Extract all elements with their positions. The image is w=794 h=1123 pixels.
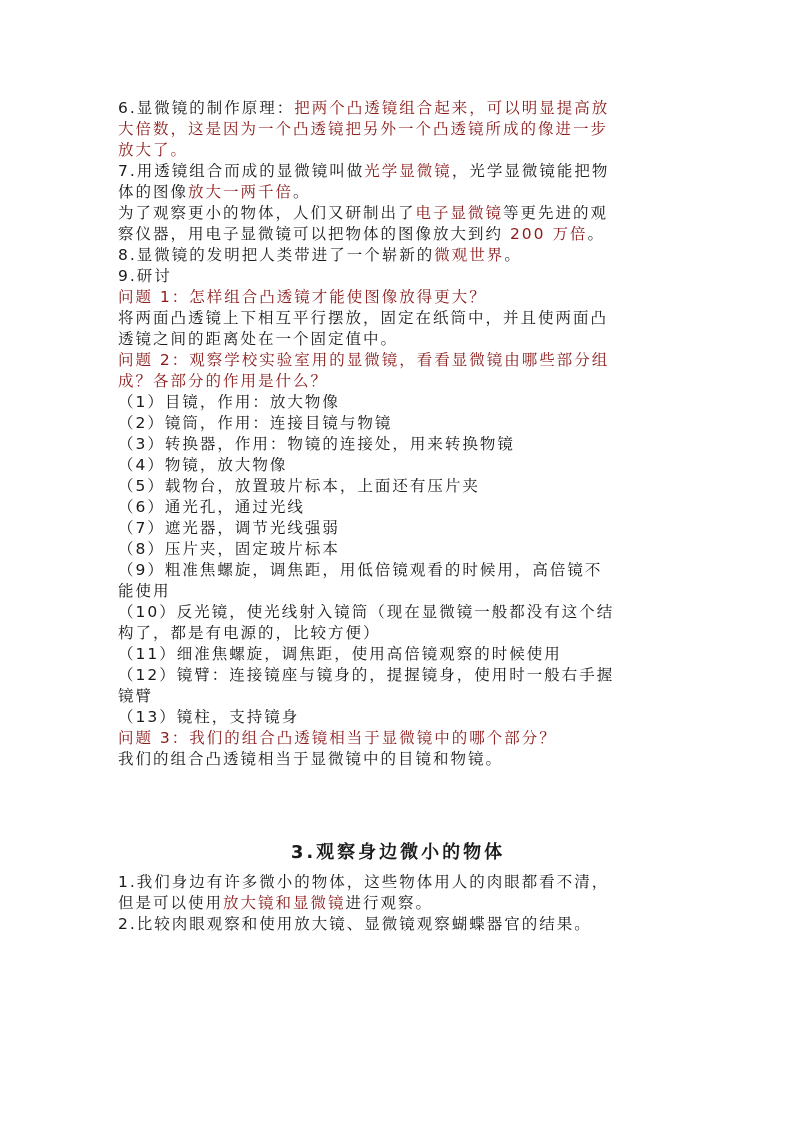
section-title: 3.观察身边微小的物体 — [290, 842, 506, 863]
text-span: （11）细准焦螺旋，调焦距，使用高倍镜观察的时候使用 — [118, 645, 562, 663]
text-line — [118, 749, 678, 770]
text-line — [118, 686, 678, 707]
text-line — [118, 893, 678, 914]
text-span: 将两面凸透镜上下相互平行摆放，固定在纸筒中，并且使两面凸 — [118, 309, 609, 327]
text-span: （5）载物台，放置玻片标本，上面还有压片夹 — [118, 477, 480, 495]
text-span: 为了观察更小的物体，人们又研制出了 — [118, 204, 416, 222]
document-body — [118, 98, 678, 770]
text-span: 7.用透镜组合而成的显微镜叫做 — [118, 162, 365, 180]
text-line — [118, 539, 678, 560]
text-line — [118, 161, 678, 182]
text-span: 6.显微镜的制作原理： — [118, 99, 295, 117]
text-span: （13）镜柱，支持镜身 — [118, 708, 300, 726]
text-line — [118, 707, 678, 728]
text-line — [118, 98, 678, 119]
text-span: 。 — [587, 225, 605, 243]
text-span: 2.比较肉眼观察和使用放大镜、显微镜观察蝴蝶器官的结果。 — [118, 915, 592, 933]
text-line — [118, 728, 678, 749]
highlighted-text: 放大镜和显微镜 — [223, 894, 346, 912]
text-line — [118, 287, 678, 308]
text-span: 能使用 — [118, 582, 171, 600]
text-span: 但是可以使用 — [118, 894, 224, 912]
text-line — [118, 560, 678, 581]
text-span: 8.显微镜的发明把人类带进了一个崭新的 — [118, 246, 435, 264]
document-page — [118, 98, 678, 935]
highlighted-text: 大倍数，这是因为一个凸透镜把另外一个凸透镜所成的像进一步 — [118, 120, 609, 138]
highlighted-text: 问题 2：观察学校实验室用的显微镜，看看显微镜由哪些部分组 — [118, 351, 610, 369]
text-line — [118, 182, 678, 203]
highlighted-text: 问题 1：怎样组合凸透镜才能使图像放得更大？ — [118, 288, 487, 306]
text-span: （2）镜筒，作用：连接目镜与物镜 — [118, 414, 393, 432]
text-line — [118, 203, 678, 224]
text-span: 透镜之间的距离处在一个固定值中。 — [118, 330, 399, 348]
text-span: 。 — [293, 183, 311, 201]
highlighted-text: 电子显微镜 — [415, 204, 504, 222]
text-line — [118, 623, 678, 644]
text-line — [118, 413, 678, 434]
text-line — [118, 308, 678, 329]
highlighted-text: 放大一两千倍 — [188, 183, 294, 201]
text-span: 构了，都是有电源的，比较方便） — [118, 624, 381, 642]
text-span: （4）物镜，放大物像 — [118, 456, 288, 474]
highlighted-text: 放大了。 — [118, 141, 189, 159]
text-span: （6）通光孔，通过光线 — [118, 498, 305, 516]
text-line — [118, 224, 678, 245]
text-line — [118, 140, 678, 161]
text-line — [118, 455, 678, 476]
section-body — [118, 872, 678, 935]
text-span: 进行观察。 — [345, 894, 434, 912]
highlighted-text: 光学显微镜 — [364, 162, 452, 180]
highlighted-text: 问题 3：我们的组合凸透镜相当于显微镜中的哪个部分？ — [118, 729, 557, 747]
text-line — [118, 497, 678, 518]
text-line — [118, 476, 678, 497]
text-span: 9.研讨 — [118, 267, 172, 285]
text-span: （12）镜臂：连接镜座与镜身的，提握镜身，使用时一般右手握 — [118, 666, 615, 684]
text-span: 我们的组合凸透镜相当于显微镜中的目镜和物镜。 — [118, 750, 504, 768]
text-line — [118, 245, 678, 266]
text-line — [118, 602, 678, 623]
text-span: 1.我们身边有许多微小的物体，这些物体用人的肉眼都看不清， — [118, 873, 610, 891]
section-spacer — [118, 770, 678, 838]
text-line — [118, 518, 678, 539]
text-line — [118, 914, 678, 935]
text-span: 察仪器，用电子显微镜可以把物体的图像放大到约 — [118, 225, 510, 243]
text-line — [118, 872, 678, 893]
highlighted-text: 200 万倍 — [509, 225, 588, 243]
text-line — [118, 329, 678, 350]
text-span: 镜臂 — [118, 687, 154, 705]
text-line — [118, 350, 678, 371]
text-span: （9）粗准焦螺旋，调焦距，用低倍镜观看的时候用，高倍镜不 — [118, 561, 603, 579]
text-line — [118, 581, 678, 602]
text-span: 体的图像 — [118, 183, 189, 201]
text-line — [118, 665, 678, 686]
text-line — [118, 392, 678, 413]
highlighted-text: 把两个凸透镜组合起来，可以明显提高放 — [294, 99, 610, 117]
text-span: （1）目镜，作用：放大物像 — [118, 393, 340, 411]
text-line — [118, 119, 678, 140]
text-span: 等更先进的观 — [503, 204, 609, 222]
highlighted-text: 微观世界 — [434, 246, 505, 264]
text-span: （3）转换器，作用：物镜的连接处，用来转换物镜 — [118, 435, 515, 453]
text-line — [118, 266, 678, 287]
text-span: （8）压片夹，固定玻片标本 — [118, 540, 340, 558]
text-span: 。 — [504, 246, 522, 264]
text-span: ，光学显微镜能把物 — [451, 162, 610, 180]
text-span: （10）反光镜，使光线射入镜筒（现在显微镜一般都没有这个结 — [118, 603, 615, 621]
text-line — [118, 371, 678, 392]
text-line — [118, 434, 678, 455]
text-span: （7）遮光器，调节光线强弱 — [118, 519, 340, 537]
text-line — [118, 644, 678, 665]
highlighted-text: 成？各部分的作用是什么？ — [118, 372, 329, 390]
